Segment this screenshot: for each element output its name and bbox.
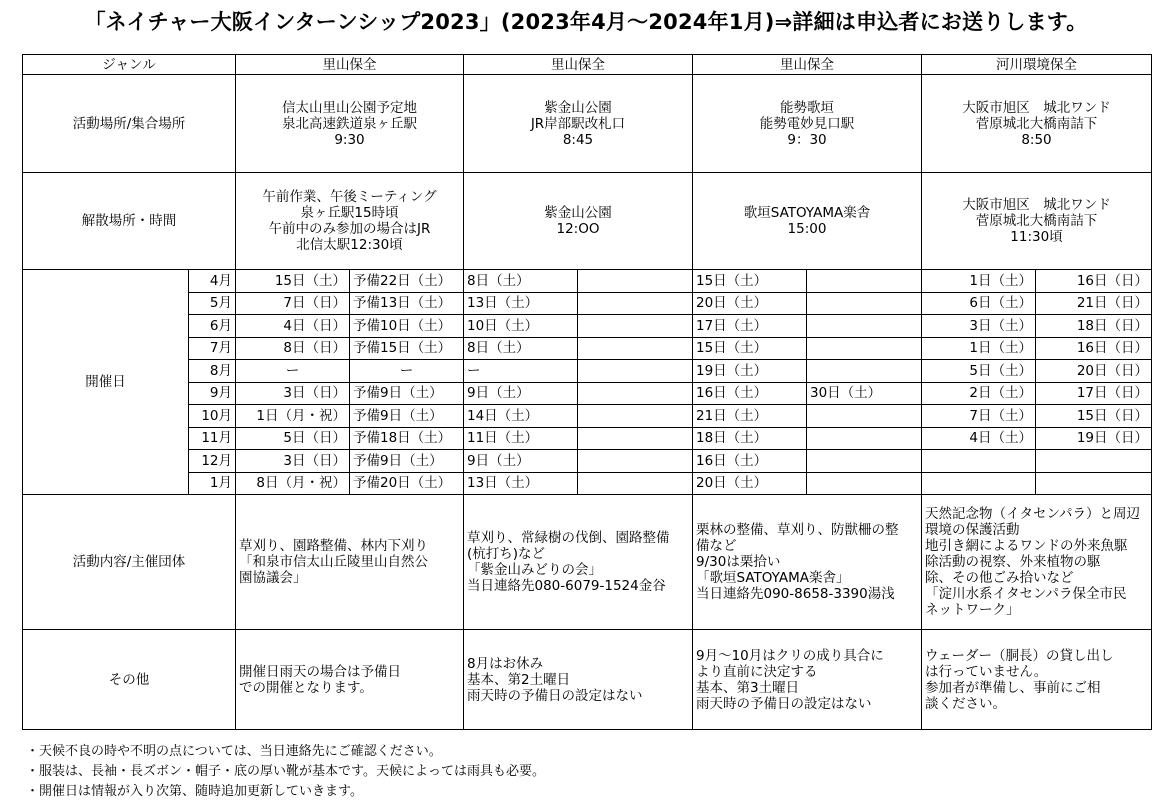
cell-line: 8:45 (562, 131, 594, 148)
cell-line: 除、その他ごみ拾いなど (925, 570, 1074, 586)
cell-line: 8:50 (1021, 131, 1052, 148)
date-cell: 14日（土） (464, 405, 578, 428)
cell-line: 大阪市旭区 城北ワンド (962, 99, 1111, 116)
cell-line: 園協議会」 (239, 570, 307, 586)
cell-line: 基本、第2土曜日 (467, 671, 571, 688)
date-cell (1036, 472, 1152, 495)
date-cell (578, 315, 693, 338)
date-cell (807, 360, 922, 383)
month-label: 9月 (189, 382, 236, 405)
footnotes (26, 742, 1156, 802)
month-row (23, 382, 1152, 405)
other-cell-3 (693, 630, 922, 730)
date-cell: 21日（日） (1036, 292, 1152, 315)
other-row (23, 630, 1152, 730)
genre-3: 里山保全 (693, 55, 922, 75)
date-cell: 7日（日） (236, 292, 350, 315)
activity-cell-4 (922, 495, 1152, 630)
date-cell: 21日（土） (693, 405, 807, 428)
date-cell: 1日（土） (922, 270, 1036, 293)
cell-line: 菅原城北大橋南詰下 (975, 213, 1098, 229)
date-cell: 予備20日（土） (350, 472, 464, 495)
other-cell-4 (922, 630, 1152, 730)
cell-line: 当日連絡先090-8658-3390湯浅 (696, 586, 895, 602)
activity-row (23, 495, 1152, 630)
month-label: 5月 (189, 292, 236, 315)
date-cell: 30日（土） (807, 382, 922, 405)
cell-line: 草刈り、常緑樹の伐倒、園路整備 (467, 530, 670, 546)
cell-line: 泉ヶ丘駅15時頃 (300, 205, 399, 221)
date-cell: 17日（土） (693, 315, 807, 338)
genre-1: 里山保全 (236, 55, 464, 75)
activity-cell-1 (236, 495, 464, 630)
date-cell: 予備9日（土） (350, 450, 464, 473)
cell-line: 15:00 (787, 221, 827, 237)
footnote: ・服装は、長袖・長ズボン・帽子・底の厚い靴が基本です。天候によっては雨具も必要。 (26, 764, 545, 779)
activity-cell-2 (464, 495, 693, 630)
date-cell (807, 405, 922, 428)
date-cell: 7日（土） (922, 405, 1036, 428)
cell-line: 9月～10月はクリの成り具合に (696, 647, 884, 664)
genre-2: 里山保全 (464, 55, 693, 75)
month-row (23, 450, 1152, 473)
cell-line: 基本、第3土曜日 (696, 679, 800, 696)
end-cell-2 (464, 173, 693, 270)
date-cell: 予備15日（土） (350, 337, 464, 360)
cell-line: 「歌垣SATOYAMA楽舎」 (696, 570, 850, 586)
date-cell: 1日（土） (922, 337, 1036, 360)
cell-line: 雨天時の予備日の設定はない (467, 687, 643, 704)
date-cell: 16日（土） (693, 382, 807, 405)
date-cell (807, 427, 922, 450)
dates-label: 開催日 (23, 270, 189, 495)
cell-line: 環境の保護活動 (925, 522, 1020, 538)
cell-line: 除活動の視察、外来植物の駆 (925, 554, 1101, 570)
date-cell: 8日（土） (464, 270, 578, 293)
date-cell: 18日（土） (693, 427, 807, 450)
date-cell: 8日（日） (236, 337, 350, 360)
date-cell (807, 315, 922, 338)
date-cell: 予備9日（土） (350, 405, 464, 428)
genre-label: ジャンル (23, 55, 236, 75)
month-label: 7月 (189, 337, 236, 360)
date-cell: 8日（土） (464, 337, 578, 360)
cell-line: 栗林の整備、草刈り、防獣柵の整 (696, 522, 899, 538)
date-cell (922, 472, 1036, 495)
activity-cell-3 (693, 495, 922, 630)
date-cell (807, 472, 922, 495)
cell-line: 北信太駅12:30頃 (296, 237, 403, 253)
end-cell-4 (922, 173, 1152, 270)
date-cell: ー (350, 360, 464, 383)
date-cell: 3日（日） (236, 382, 350, 405)
footnote: ・天候不良の時や不明の点については、当日連絡先にご確認ください。 (26, 744, 442, 759)
month-row (23, 405, 1152, 428)
place-cell-3 (693, 75, 922, 173)
schedule-table (22, 54, 1152, 730)
cell-line: 8月はお休み (467, 655, 544, 672)
month-label: 10月 (189, 405, 236, 428)
cell-line: 泉北高速鉄道泉ヶ丘駅 (282, 115, 417, 132)
cell-line: 信太山里山公園予定地 (282, 99, 417, 116)
date-cell: 予備22日（土） (350, 270, 464, 293)
cell-line: 紫金山公園 (544, 99, 612, 116)
month-row (23, 337, 1152, 360)
date-cell: 予備9日（土） (350, 382, 464, 405)
month-label: 8月 (189, 360, 236, 383)
date-cell: 15日（土） (236, 270, 350, 293)
month-row (23, 292, 1152, 315)
date-cell: 10日（土） (464, 315, 578, 338)
cell-line: 菅原城北大橋南詰下 (975, 115, 1098, 132)
date-cell: ー (236, 360, 350, 383)
date-cell: 予備18日（土） (350, 427, 464, 450)
date-cell (578, 472, 693, 495)
cell-line: 「淀川水系イタセンパラ保全市民 (925, 586, 1127, 602)
place-cell-4 (922, 75, 1152, 173)
date-cell (578, 360, 693, 383)
month-label: 1月 (189, 472, 236, 495)
date-cell: 4日（土） (922, 427, 1036, 450)
other-cell-1 (236, 630, 464, 730)
date-cell: ー (464, 360, 578, 383)
date-cell: 15日（日） (1036, 405, 1152, 428)
date-cell (807, 337, 922, 360)
cell-line: 当日連絡先080-6079-1524金谷 (467, 578, 666, 594)
date-cell: 20日（土） (693, 292, 807, 315)
date-cell (578, 337, 693, 360)
month-label: 6月 (189, 315, 236, 338)
cell-line: 雨天時の予備日の設定はない (696, 695, 872, 712)
page-title: 「ネイチャー大阪インターンシップ2023」(2023年4月～2024年1月)⇒詳細は申込者にお送りします。 (84, 10, 1088, 34)
cell-line: より直前に決定する (696, 663, 818, 680)
date-cell (1036, 450, 1152, 473)
other-label: その他 (23, 630, 236, 730)
cell-line: 「紫金山みどりの会」 (467, 562, 602, 578)
date-cell: 1日（月・祝） (236, 405, 350, 428)
month-row (23, 315, 1152, 338)
date-cell (578, 382, 693, 405)
date-cell: 19日（土） (693, 360, 807, 383)
month-label: 4月 (189, 270, 236, 293)
date-cell: 11日（土） (464, 427, 578, 450)
footnote: ・開催日は情報が入り次第、随時追加更新していきます。 (26, 784, 363, 799)
month-label: 12月 (189, 450, 236, 473)
cell-line: JR岸部駅改札口 (530, 115, 626, 132)
date-cell: 9日（土） (464, 382, 578, 405)
place-label: 活動場所/集合場所 (23, 75, 236, 173)
cell-line: は行っていません。 (925, 663, 1048, 680)
place-row (23, 75, 1152, 173)
cell-line: での開催となります。 (239, 679, 373, 696)
cell-line: 天然記念物（イタセンパラ）と周辺 (925, 506, 1141, 522)
date-cell: 20日（日） (1036, 360, 1152, 383)
genre-4: 河川環境保全 (922, 55, 1152, 75)
month-label: 11月 (189, 427, 236, 450)
other-cell-2 (464, 630, 693, 730)
cell-line: (杭打ち)など (467, 546, 546, 562)
date-cell (807, 450, 922, 473)
date-cell: 4日（日） (236, 315, 350, 338)
date-cell: 16日（日） (1036, 337, 1152, 360)
date-cell: 19日（日） (1036, 427, 1152, 450)
header-row (23, 55, 1152, 75)
date-cell: 6日（土） (922, 292, 1036, 315)
month-row (23, 472, 1152, 495)
cell-line: 11:30頃 (1010, 229, 1063, 245)
cell-line: 能勢歌垣 (780, 99, 834, 116)
date-cell (578, 405, 693, 428)
cell-line: 能勢電妙見口駅 (759, 115, 855, 132)
cell-line: 参加者が準備し、事前にご相 (925, 679, 1101, 696)
date-cell: 5日（日） (236, 427, 350, 450)
cell-line: 大阪市旭区 城北ワンド (962, 197, 1111, 213)
date-cell (807, 292, 922, 315)
place-cell-1 (236, 75, 464, 173)
cell-line: ネットワーク」 (925, 602, 1020, 618)
cell-line: 9:30 (334, 131, 365, 148)
cell-line: 12:OO (556, 221, 600, 237)
place-cell-2 (464, 75, 693, 173)
date-cell: 予備13日（土） (350, 292, 464, 315)
month-row (23, 360, 1152, 383)
cell-line: 開催日雨天の場合は予備日 (239, 663, 401, 680)
date-cell: 3日（土） (922, 315, 1036, 338)
date-cell: 18日（日） (1036, 315, 1152, 338)
date-cell (578, 292, 693, 315)
end-cell-3 (693, 173, 922, 270)
cell-line: 談ください。 (925, 695, 1006, 712)
cell-line: 地引き網によるワンドの外来魚駆 (925, 538, 1128, 554)
end-label: 解散場所・時間 (23, 173, 236, 270)
cell-line: ウェーダー（胴長）の貸し出し (925, 647, 1114, 664)
date-cell (807, 270, 922, 293)
end-cell-1 (236, 173, 464, 270)
activity-label: 活動内容/主催団体 (23, 495, 236, 630)
date-cell: 16日（日） (1036, 270, 1152, 293)
date-cell: 3日（日） (236, 450, 350, 473)
cell-line: 備など (696, 538, 737, 554)
cell-line: 歌垣SATOYAMA楽舎 (743, 205, 871, 221)
cell-line: 9：30 (787, 131, 827, 148)
date-cell: 17日（日） (1036, 382, 1152, 405)
date-cell: 16日（土） (693, 450, 807, 473)
month-row (23, 427, 1152, 450)
cell-line: 「和泉市信太山丘陵里山自然公 (239, 554, 428, 570)
date-cell: 8日（月・祝） (236, 472, 350, 495)
date-cell (578, 450, 693, 473)
date-cell: 13日（土） (464, 472, 578, 495)
date-cell: 2日（土） (922, 382, 1036, 405)
cell-line: 9/30は栗拾い (696, 554, 781, 570)
month-row (23, 270, 1152, 293)
date-cell: 予備10日（土） (350, 315, 464, 338)
date-cell: 5日（土） (922, 360, 1036, 383)
date-cell (578, 270, 693, 293)
end-row (23, 173, 1152, 270)
date-cell: 15日（土） (693, 270, 807, 293)
cell-line: 午前作業、午後ミーティング (262, 189, 437, 205)
cell-line: 午前中のみ参加の場合はJR (268, 221, 431, 237)
cell-line: 紫金山公園 (544, 205, 612, 221)
date-cell (578, 427, 693, 450)
date-cell (922, 450, 1036, 473)
date-cell: 20日（土） (693, 472, 807, 495)
date-cell: 13日（土） (464, 292, 578, 315)
date-cell: 15日（土） (693, 337, 807, 360)
date-cell: 9日（土） (464, 450, 578, 473)
cell-line: 草刈り、園路整備、林内下刈り (239, 538, 428, 554)
